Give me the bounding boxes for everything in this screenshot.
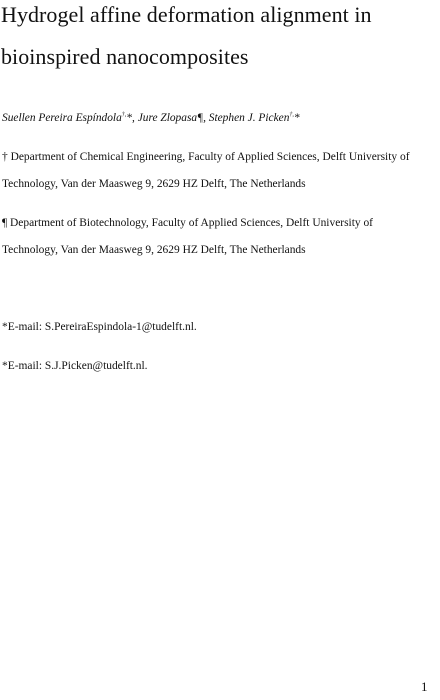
author-separator-2: , (203, 112, 209, 124)
affiliation-1-line-2: Technology, Van der Maasweg 9, 2629 HZ Delft, The Netherlands (2, 178, 306, 190)
author-corresponding-mark-1: * (126, 112, 132, 124)
author-name-3: Stephen J. Picken (208, 112, 290, 124)
affiliation-1-line-1: † Department of Chemical Engineering, Faculty of Applied Sciences, Delft University of (2, 151, 410, 163)
page-number: 1 (421, 679, 428, 694)
author-affiliation-mark-3: †, (289, 112, 294, 119)
author-name-1: Suellen Pereira Espíndola (2, 112, 122, 124)
author-corresponding-mark-3: * (293, 112, 300, 124)
author-affiliation-mark-2: ¶ (197, 112, 204, 124)
paper-title-line-2: bioinspired nanocomposites (1, 44, 249, 69)
author-affiliation-mark-1: †, (121, 112, 127, 119)
email-line-1: *E-mail: S.PereiraEspindola-1@tudelft.nl. (2, 321, 197, 333)
author-separator-1: , (132, 112, 138, 124)
author-name-2: Jure Zlopasa (137, 112, 198, 124)
email-line-2: *E-mail: S.J.Picken@tudelft.nl. (2, 360, 148, 372)
paper-title-line-1: Hydrogel affine deformation alignment in (1, 2, 372, 27)
affiliation-2-line-1: ¶ Department of Biotechnology, Faculty of Applied Sciences, Delft University of (2, 217, 373, 229)
author-list (2, 111, 300, 125)
affiliation-2-line-2: Technology, Van der Maasweg 9, 2629 HZ Delft, The Netherlands (2, 244, 306, 256)
